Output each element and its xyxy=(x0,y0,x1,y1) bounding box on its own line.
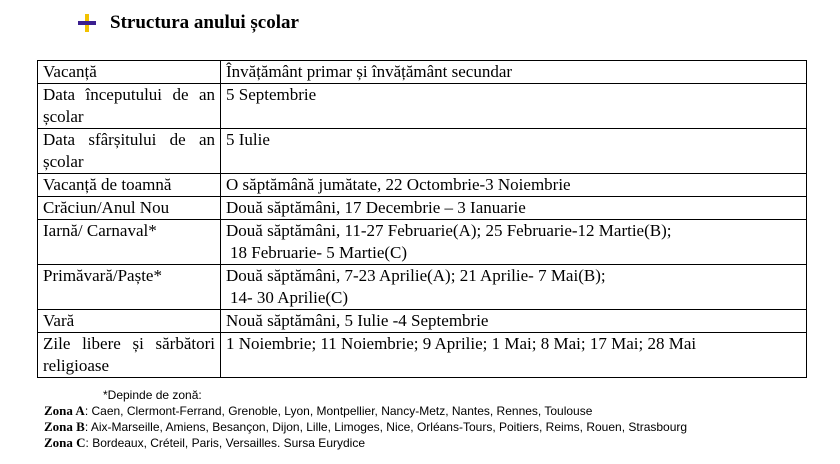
row-value: O săptămână jumătate, 22 Octombrie-3 Noiembrie xyxy=(221,174,807,197)
row-label: Zile libere și sărbători religioase xyxy=(38,333,221,378)
row-value: Nouă săptămâni, 5 Iulie -4 Septembrie xyxy=(221,310,807,333)
cross-bullet-icon xyxy=(78,14,96,32)
table-row xyxy=(38,174,807,197)
row-value: Două săptămâni, 7-23 Aprilie(A); 21 Aprilie- 7 Mai(B); 14- 30 Aprilie(C) xyxy=(221,265,807,310)
table-row xyxy=(38,129,807,174)
row-label: Vară xyxy=(38,310,221,333)
school-year-table xyxy=(37,60,807,378)
row-label: Primăvară/Paște* xyxy=(38,265,221,310)
row-value: Două săptămâni, 17 Decembrie – 3 Ianuarie xyxy=(221,197,807,220)
table-row xyxy=(38,61,807,84)
zone-name: Zona A xyxy=(44,403,85,418)
table-row xyxy=(38,310,807,333)
row-label: Iarnă/ Carnaval* xyxy=(38,220,221,265)
row-label: Vacanță xyxy=(38,61,221,84)
zone-notes xyxy=(44,387,824,451)
row-label: Vacanță de toamnă xyxy=(38,174,221,197)
zone-cities: : Bordeaux, Créteil, Paris, Versailles. Sursa Eurydice xyxy=(85,436,365,450)
row-label: Data sfârșitului de an școlar xyxy=(38,129,221,174)
row-value: 5 Iulie xyxy=(221,129,807,174)
row-value: 5 Septembrie xyxy=(221,84,807,129)
table-row xyxy=(38,333,807,378)
zone-line xyxy=(44,435,824,451)
table-row xyxy=(38,197,807,220)
row-value: 1 Noiembrie; 11 Noiembrie; 9 Aprilie; 1 Mai; 8 Mai; 17 Mai; 28 Mai xyxy=(221,333,807,378)
zone-line xyxy=(44,403,824,419)
zone-cities: : Aix-Marseille, Amiens, Besançon, Dijon, Lille, Limoges, Nice, Orléans-Tours, Poitiers, Reims, Rouen, Strasbourg xyxy=(84,420,688,434)
row-value: Două săptămâni, 11-27 Februarie(A); 25 Februarie-12 Martie(B); 18 Februarie- 5 Martie(C) xyxy=(221,220,807,265)
section-heading xyxy=(78,10,299,36)
table-row xyxy=(38,84,807,129)
zone-footnote: *Depinde de zonă: xyxy=(103,388,202,402)
zone-name: Zona C xyxy=(44,435,86,450)
zone-name: Zona B xyxy=(44,419,85,434)
zone-line xyxy=(44,419,824,435)
row-label: Data începutului de an școlar xyxy=(38,84,221,129)
table-row xyxy=(38,265,807,310)
row-value: Învățământ primar și învățământ secundar xyxy=(221,61,807,84)
row-label: Crăciun/Anul Nou xyxy=(38,197,221,220)
page-title: Structura anului școlar xyxy=(110,12,299,33)
zone-cities: : Caen, Clermont-Ferrand, Grenoble, Lyon, Montpellier, Nancy-Metz, Nantes, Rennes, Toulouse xyxy=(84,404,593,418)
table-row xyxy=(38,220,807,265)
